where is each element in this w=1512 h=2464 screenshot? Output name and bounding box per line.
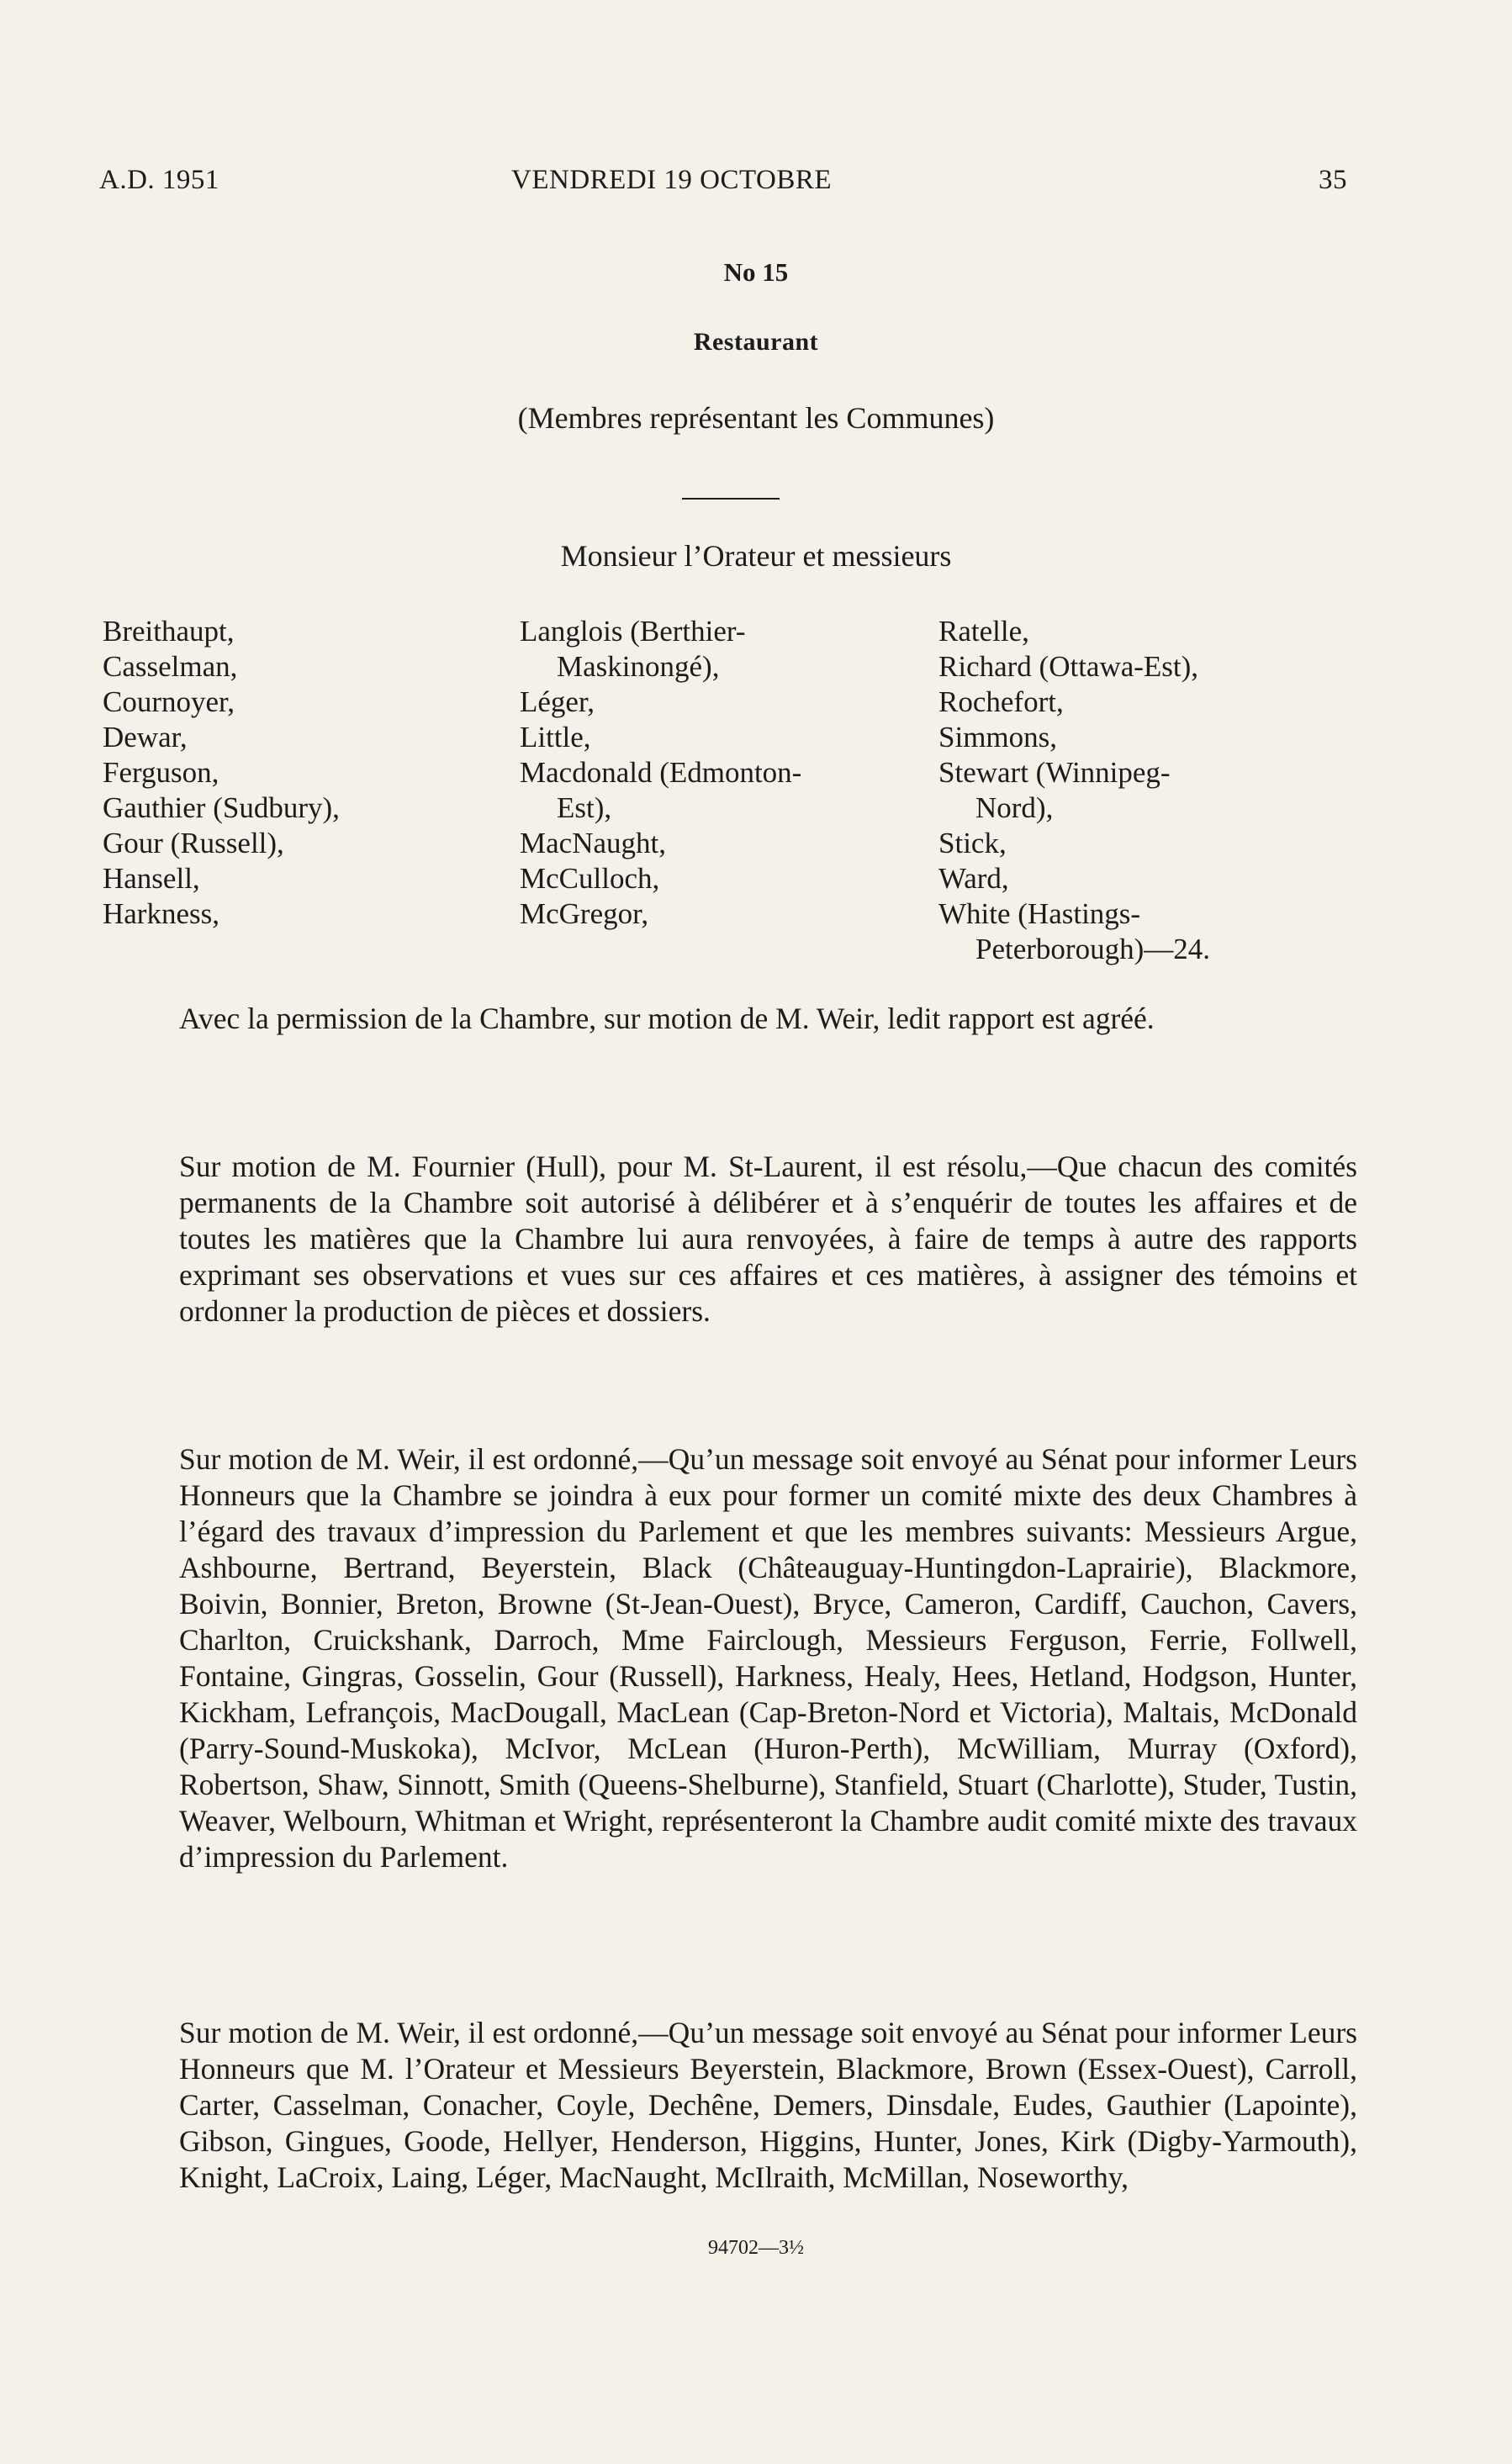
paragraph-text: Sur motion de M. Weir, il est ordonné,—Qu’un message soit envoyé au Sénat pour informer Leurs Honneurs que M. l’Orateur et Messieurs Beyerstein, Blackmore, Brown (Essex-Ouest), Carroll, Carter, Casselman, Conacher, Coyle, Dechêne, Demers, Dinsdale, Eudes, Gauthier (Lapointe), Gibson, Gingues, Goode, Hellyer, Henderson, Higgins, Hunter, Jones, Kirk (Digby-Yarmouth), Knight, LaCroix, Laing, Léger, MacNaught, McIlraith, McMillan, Noseworthy, bbox=[179, 2016, 1357, 2194]
member-name: Hansell, bbox=[103, 862, 200, 895]
members-column-3 bbox=[938, 614, 1210, 967]
member-name-continued: Nord), bbox=[975, 791, 1054, 824]
member-name: Macdonald (Edmonton- bbox=[520, 756, 802, 789]
member-name: Gauthier (Sudbury), bbox=[103, 791, 340, 824]
member-name: Ferguson, bbox=[103, 756, 219, 789]
section-divider bbox=[682, 498, 780, 500]
section-subtitle: (Membres représentant les Communes) bbox=[517, 401, 995, 435]
member-name: Stewart (Winnipeg- bbox=[938, 756, 1171, 789]
member-name: Harkness, bbox=[103, 897, 219, 930]
member-name: McGregor, bbox=[520, 897, 649, 930]
member-name: Casselman, bbox=[103, 650, 238, 683]
page-number: 35 bbox=[1319, 165, 1347, 195]
member-name: Langlois (Berthier- bbox=[520, 615, 746, 648]
printer-signature: 94702—3½ bbox=[708, 2237, 804, 2259]
paragraph-library-committee bbox=[112, 2015, 1357, 2196]
paragraph-text: Sur motion de M. Fournier (Hull), pour M. St-Laurent, il est résolu,—Que chacun des comités permanents de la Chambre soit autorisé à délibérer et à s’enquérir de toutes les affaires et de toutes les matières que la Chambre lui aura renvoyées, à faire de temps à autre des rapports exprimant ses observations et vues sur ces affaires et ces matières, à assigner des témoins et ordonner la production de pièces et dossiers. bbox=[179, 1150, 1357, 1328]
member-name: Breithaupt, bbox=[103, 615, 235, 648]
member-name: McCulloch, bbox=[520, 862, 660, 895]
paragraph-text: Avec la permission de la Chambre, sur motion de M. Weir, ledit rapport est agréé. bbox=[179, 1002, 1155, 1035]
member-name: Ward, bbox=[938, 862, 1009, 895]
member-name: White (Hastings- bbox=[938, 897, 1141, 930]
paragraph-report-agreed bbox=[112, 1001, 1357, 1037]
members-intro: Monsieur l’Orateur et messieurs bbox=[560, 539, 952, 573]
member-name: MacNaught, bbox=[520, 827, 666, 859]
member-name: Gour (Russell), bbox=[103, 827, 284, 859]
member-name-continued: Peterborough)—24. bbox=[975, 933, 1210, 965]
member-name: Stick, bbox=[938, 827, 1007, 859]
members-column-1 bbox=[103, 614, 340, 932]
header-year: A.D. 1951 bbox=[99, 165, 219, 195]
members-column-2 bbox=[520, 614, 801, 932]
member-name-continued: Maskinongé), bbox=[557, 650, 720, 683]
member-name: Dewar, bbox=[103, 721, 188, 753]
paragraph-text: Sur motion de M. Weir, il est ordonné,—Qu’un message soit envoyé au Sénat pour informer Leurs Honneurs que la Chambre se joindra à eux pour former un comité mixte des deux Chambres à l’égard des travaux d’impression du Parlement et que les membres suivants: Messieurs Argue, Ashbourne, Bertrand, Beyerstein, Black (Châteauguay-Huntingdon-Laprairie), Blackmore, Boivin, Bonnier, Breton, Browne (St-Jean-Ouest), Bryce, Cameron, Cardiff, Cauchon, Cavers, Charlton, Cruickshank, Darroch, Mme Fairclough, Messieurs Ferguson, Ferrie, Follwell, Fontaine, Gingras, Gosselin, Gour (Russell), Harkness, Healy, Hees, Hetland, Hodgson, Hunter, Kickham, Lefrançois, MacDougall, MacLean (Cap-Breton-Nord et Victoria), Maltais, McDonald (Parry-Sound-Muskoka), McIvor, McLean (Huron-Perth), McWilliam, Murray (Oxford), Robertson, Shaw, Sinnott, Smith (Queens-Shelburne), Stanfield, Stuart (Charlotte), Studer, Tustin, Weaver, Welbourn, Whitman et Wright, représenteront la Chambre audit comité mixte des travaux d’impression du Parlement. bbox=[179, 1442, 1357, 1874]
paragraph-printing-committee bbox=[112, 1441, 1357, 1875]
member-name: Cournoyer, bbox=[103, 685, 235, 718]
member-name: Little, bbox=[520, 721, 591, 753]
section-number: No 15 bbox=[723, 257, 789, 287]
header-date: VENDREDI 19 OCTOBRE bbox=[511, 165, 833, 195]
paragraph-committee-powers bbox=[112, 1149, 1357, 1330]
member-name: Simmons, bbox=[938, 721, 1058, 753]
member-name: Léger, bbox=[520, 685, 595, 718]
member-name: Ratelle, bbox=[938, 615, 1029, 648]
member-name: Rochefort, bbox=[938, 685, 1064, 718]
member-name-continued: Est), bbox=[557, 791, 612, 824]
section-title: Restaurant bbox=[693, 328, 819, 356]
member-name: Richard (Ottawa-Est), bbox=[938, 650, 1199, 683]
